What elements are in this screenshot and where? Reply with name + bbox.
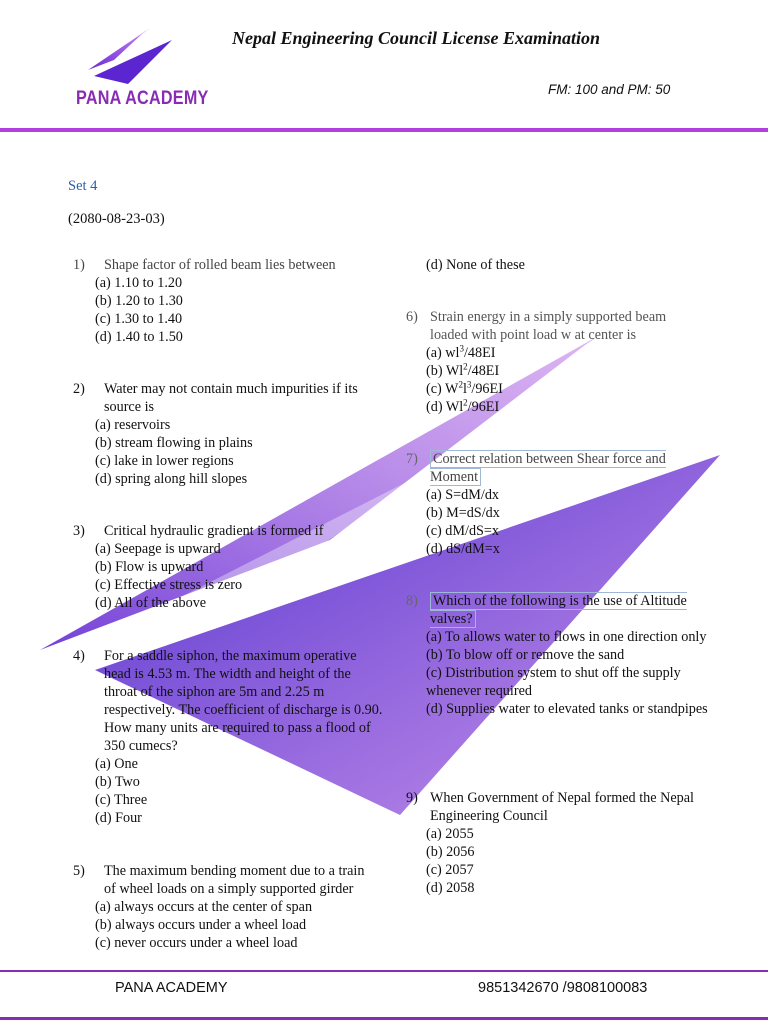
question-text: Critical hydraulic gradient is formed if	[104, 523, 324, 539]
question-5: 5) The maximum bending moment due to a train of wheel loads on a simply supported girder (a) always occurs at the center of span (b) always occurs under a wheel load (c) never occurs under a wheel load	[73, 862, 373, 952]
option: (b) stream flowing in plains	[95, 435, 253, 451]
option: (a) One	[95, 756, 138, 772]
question-7: 7) Correct relation between Shear force and Moment (a) S=dM/dx (b) M=dS/dx (c) dM/dS=x (d) dS/dM=x	[406, 450, 706, 558]
option: (d) All of the above	[95, 595, 207, 611]
option: (d) spring along hill slopes	[95, 471, 248, 487]
option: (a) Seepage is upward	[95, 541, 221, 557]
option: (d) Supplies water to elevated tanks or standpipes	[426, 701, 708, 717]
option: (c) Three	[95, 792, 148, 808]
footer-phone: 9851342670 /9808100083	[478, 980, 648, 996]
question-5-continued	[426, 256, 525, 274]
option: (c) dM/dS=x	[426, 523, 500, 539]
question-text: Strain energy in a simply supported beam loaded with point load w at center is	[430, 309, 667, 343]
option: (b) 1.20 to 1.30	[95, 293, 183, 309]
question-text: Water may not contain much impurities if its source is	[104, 381, 358, 415]
option: (b) Wl$^2$/48EI	[426, 361, 500, 379]
option: (a) reservoirs	[95, 417, 171, 433]
question-text: The maximum bending moment due to a train of wheel loads on a simply supported girder	[104, 863, 365, 897]
option: (b) 2056	[426, 844, 475, 860]
option: (b) always occurs under a wheel load	[95, 917, 307, 933]
option: (c) $W^2l^3/96EI$	[426, 379, 503, 397]
option: (d) Four	[95, 810, 142, 826]
question-text: Correct relation between Shear force and Moment	[430, 451, 666, 485]
footer-divider	[0, 970, 768, 972]
option: (a) always occurs at the center of span	[95, 899, 313, 915]
option: (b) M=dS/dx	[426, 505, 500, 521]
question-3: 3) Critical hydraulic gradient is formed if (a) Seepage is upward (b) Flow is upward (c) Effective stress is zero (d) All of the above	[73, 522, 393, 612]
option: (c) 2057	[426, 862, 474, 878]
question-2: 2) Water may not contain much impurities if its source is (a) reservoirs (b) stream flowing in plains (c) lake in lower regions (d) spring along hill slopes	[73, 380, 393, 488]
option: (c) Effective stress is zero	[95, 577, 243, 593]
page-title: Nepal Engineering Council License Examination	[232, 28, 601, 48]
question-text: When Government of Nepal formed the Nepal Engineering Council	[430, 790, 694, 824]
question-text: Shape factor of rolled beam lies between	[104, 257, 336, 273]
header-divider	[0, 128, 768, 132]
option: (c) 1.30 to 1.40	[95, 311, 183, 327]
question-1: 1) Shape factor of rolled beam lies between (a) 1.10 to 1.20 (b) 1.20 to 1.30 (c) 1.30 to 1.40 (d) 1.40 to 1.50	[73, 256, 393, 346]
question-8: 8) Which of the following is the use of Altitude valves? (a) To allows water to flows in one direction only (b) To blow off or remove the sand (c) Distribution system to shut off the supply whenever required (d) Supplies water to elevated tanks or standpipes	[406, 592, 718, 718]
option: (d) 2058	[426, 880, 475, 896]
marks-info: FM: 100 and PM: 50	[548, 82, 671, 97]
question-text: For a saddle siphon, the maximum operative head is 4.53 m. The width and height of the throat of the siphon are 5m and 2.25 m respectively. The coefficient of discharge is 0.90. How many units are required to pass a flood of 350 cumecs?	[104, 648, 383, 754]
option: (d) 1.40 to 1.50	[95, 329, 183, 345]
question-6: 6) Strain energy in a simply supported beam loaded with point load w at center is (a) $wl^3/48EI$ (b) Wl$^2$/48EI (c) $W^2l^3/96EI$ (d) Wl$^2$/96EI	[406, 308, 706, 416]
option: (a) To allows water to flows in one direction only	[426, 629, 707, 645]
question-9: 9) When Government of Nepal formed the Nepal Engineering Council (a) 2055 (b) 2056 (c) 2057 (d) 2058	[406, 789, 706, 897]
exam-date: (2080-08-23-03)	[68, 211, 165, 227]
option: (d) Wl$^2$/96EI	[426, 397, 500, 415]
option: (a) 1.10 to 1.20	[95, 275, 183, 291]
option: (d) None of these	[426, 257, 525, 273]
option: (a) S=dM/dx	[426, 487, 500, 503]
option: (d) dS/dM=x	[426, 541, 500, 557]
option: (b) Two	[95, 774, 140, 790]
option: (c) never occurs under a wheel load	[95, 935, 298, 951]
set-label: Set 4	[68, 178, 98, 194]
option: (a) 2055	[426, 826, 474, 842]
question-text: Which of the following is the use of Altitude valves?	[430, 593, 687, 627]
option: (b) Flow is upward	[95, 559, 204, 575]
option: (c) lake in lower regions	[95, 453, 234, 469]
footer-bottom-rule	[0, 1017, 768, 1020]
logo-text: PANA ACADEMY	[76, 88, 209, 109]
option: (a) $wl^3/48EI$	[426, 343, 496, 361]
pana-academy-logo-icon	[80, 18, 180, 88]
option: (c) Distribution system to shut off the supply whenever required	[426, 665, 681, 699]
footer-brand: PANA ACADEMY	[115, 980, 228, 996]
question-4: 4) For a saddle siphon, the maximum operative head is 4.53 m. The width and height of the throat of the siphon are 5m and 2.25 m respectively. The coefficient of discharge is 0.90. How many units are required to pass a flood of 350 cumecs? (a) One (b) Two (c) Three (d) Four	[73, 647, 385, 827]
option: (b) To blow off or remove the sand	[426, 647, 625, 663]
